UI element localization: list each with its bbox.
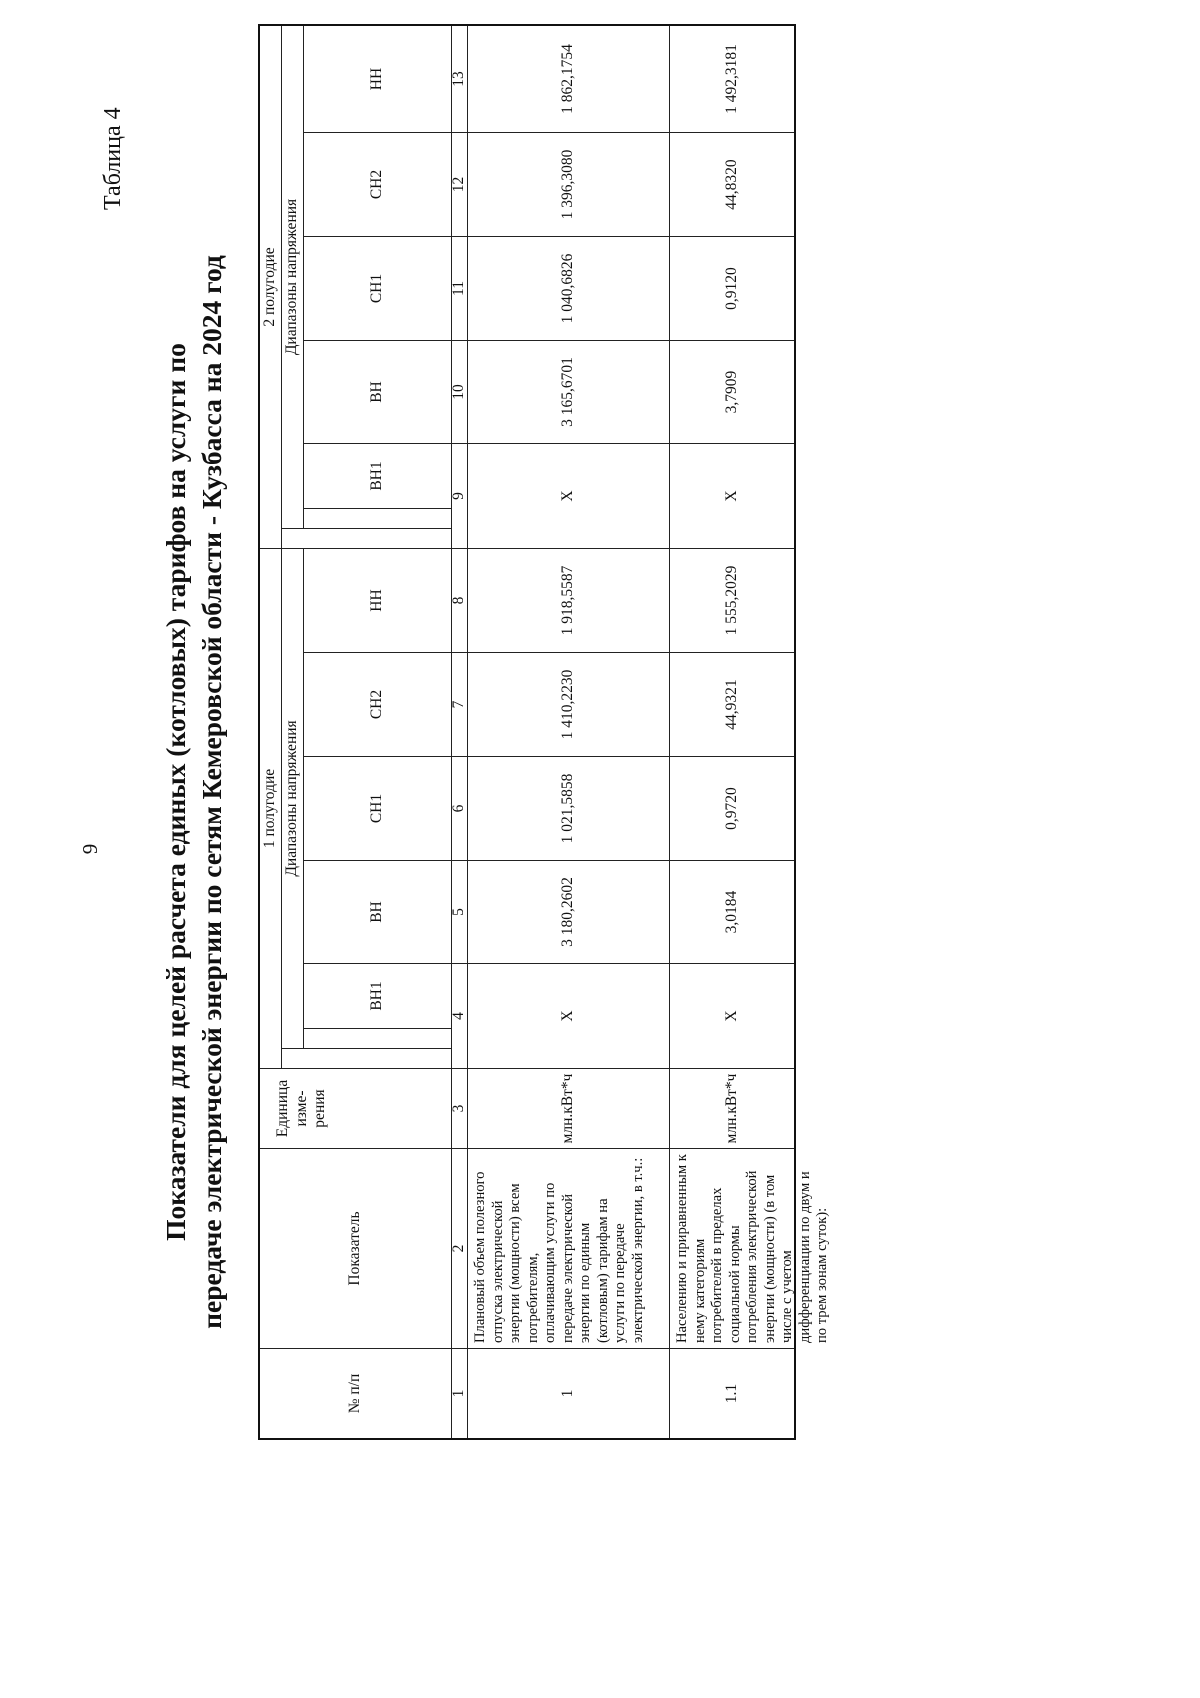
row1-h1-vn: 3 180,2602 <box>468 860 670 963</box>
row2-h2-vn1: Х <box>670 443 794 548</box>
col-number: 13 <box>452 26 468 132</box>
col-number: 9 <box>452 443 468 548</box>
header-h1-sn1: СН1 <box>304 756 452 860</box>
header-h2-sn1: СН1 <box>304 236 452 340</box>
col-number: 6 <box>452 756 468 860</box>
row1-h1-sn2: 1 410,2230 <box>468 652 670 756</box>
header-h1-vn1: ВН1 <box>304 963 452 1028</box>
col-number: 1 <box>452 1348 468 1438</box>
col-number: 2 <box>452 1148 468 1348</box>
row1-h2-nn: 1 862,1754 <box>468 26 670 132</box>
row2-h1-nn: 1 555,2029 <box>670 548 794 652</box>
header-half2-spacer <box>282 528 452 548</box>
row2-h1-vn: 3,0184 <box>670 860 794 963</box>
row2-h1-vn1: Х <box>670 963 794 1068</box>
table-label: Таблица 4 <box>100 107 126 210</box>
table-title-line1: Показатели для целей расчета единых (котловых) тарифов на услуги по <box>160 343 191 1241</box>
row2-h2-nn: 1 492,3181 <box>722 44 740 114</box>
header-h1-sn2: СН2 <box>304 652 452 756</box>
page-number: 9 <box>78 843 102 855</box>
data-table <box>258 24 830 1440</box>
header-unit: Единица изме- рения <box>260 1068 452 1148</box>
header-h2-vn1: ВН1 <box>304 443 452 508</box>
header-half1-ranges: Диапазоны напряжения <box>282 548 304 1048</box>
col-number: 5 <box>452 860 468 963</box>
row1-h1-nn: 1 918,5587 <box>468 548 670 652</box>
row2-h2-sn1: 0,9120 <box>670 236 794 340</box>
header-num: № п/п <box>260 1348 452 1438</box>
col-number: 11 <box>452 236 468 340</box>
col-number: 3 <box>452 1068 468 1148</box>
col-number: 8 <box>452 548 468 652</box>
col-number: 10 <box>452 340 468 443</box>
row1-num: 1 <box>468 1348 670 1438</box>
header-half2: 2 полугодие <box>260 26 282 548</box>
row2-h2-sn2: 44,8320 <box>670 132 794 236</box>
header-h1-nn: НН <box>304 548 452 652</box>
row1-h1-vn1: Х <box>468 963 670 1068</box>
header-half1: 1 полугодие <box>260 548 282 1068</box>
row1-h2-sn1: 1 040,6826 <box>468 236 670 340</box>
header-indicator: Показатель <box>260 1148 452 1348</box>
row1-h1-sn1: 1 021,5858 <box>468 756 670 860</box>
col-number: 7 <box>452 652 468 756</box>
header-h2-sn2: СН2 <box>304 132 452 236</box>
row2-h2-vn: 3,7909 <box>670 340 794 443</box>
row2-indicator: Населению и приравненным к нему категориям потребителей в пределах социальной нормы потребления электрической энергии (мощности) (в том числе с учетом дифференциации по двум и по трем зонам суток): <box>670 1148 794 1348</box>
row2-h1-sn2: 44,9321 <box>670 652 794 756</box>
row2-unit: млн.кВт*ч <box>670 1068 794 1148</box>
header-h2-nn: НН <box>304 26 452 132</box>
row2-h1-sn1: 0,9720 <box>670 756 794 860</box>
header-half1-subspacer <box>304 1028 452 1048</box>
header-half2-ranges: Диапазоны напряжения <box>282 26 304 528</box>
row1-unit: млн.кВт*ч <box>468 1068 670 1148</box>
col-number: 4 <box>452 963 468 1068</box>
header-half2-subspacer <box>304 508 452 528</box>
row2-num: 1.1 <box>670 1348 794 1438</box>
header-h2-vn: ВН <box>304 340 452 443</box>
row1-h2-sn2: 1 396,3080 <box>468 132 670 236</box>
header-h1-vn: ВН <box>304 860 452 963</box>
row1-h2-vn: 3 165,6701 <box>468 340 670 443</box>
row1-h2-vn1: Х <box>468 443 670 548</box>
col-number: 12 <box>452 132 468 236</box>
header-half1-spacer <box>282 1048 452 1068</box>
table-title-line2: передаче электрической энергии по сетям Кемеровской области - Кузбасса на 2024 год <box>196 255 227 1329</box>
row1-indicator: Плановый объем полезного отпуска электрической энергии (мощности) всем потребителям, оплачивающим услуги по передаче электрической энергии по единым (котловым) тарифам на услуги по передаче электрической энергии, в т.ч.: <box>468 1148 670 1348</box>
